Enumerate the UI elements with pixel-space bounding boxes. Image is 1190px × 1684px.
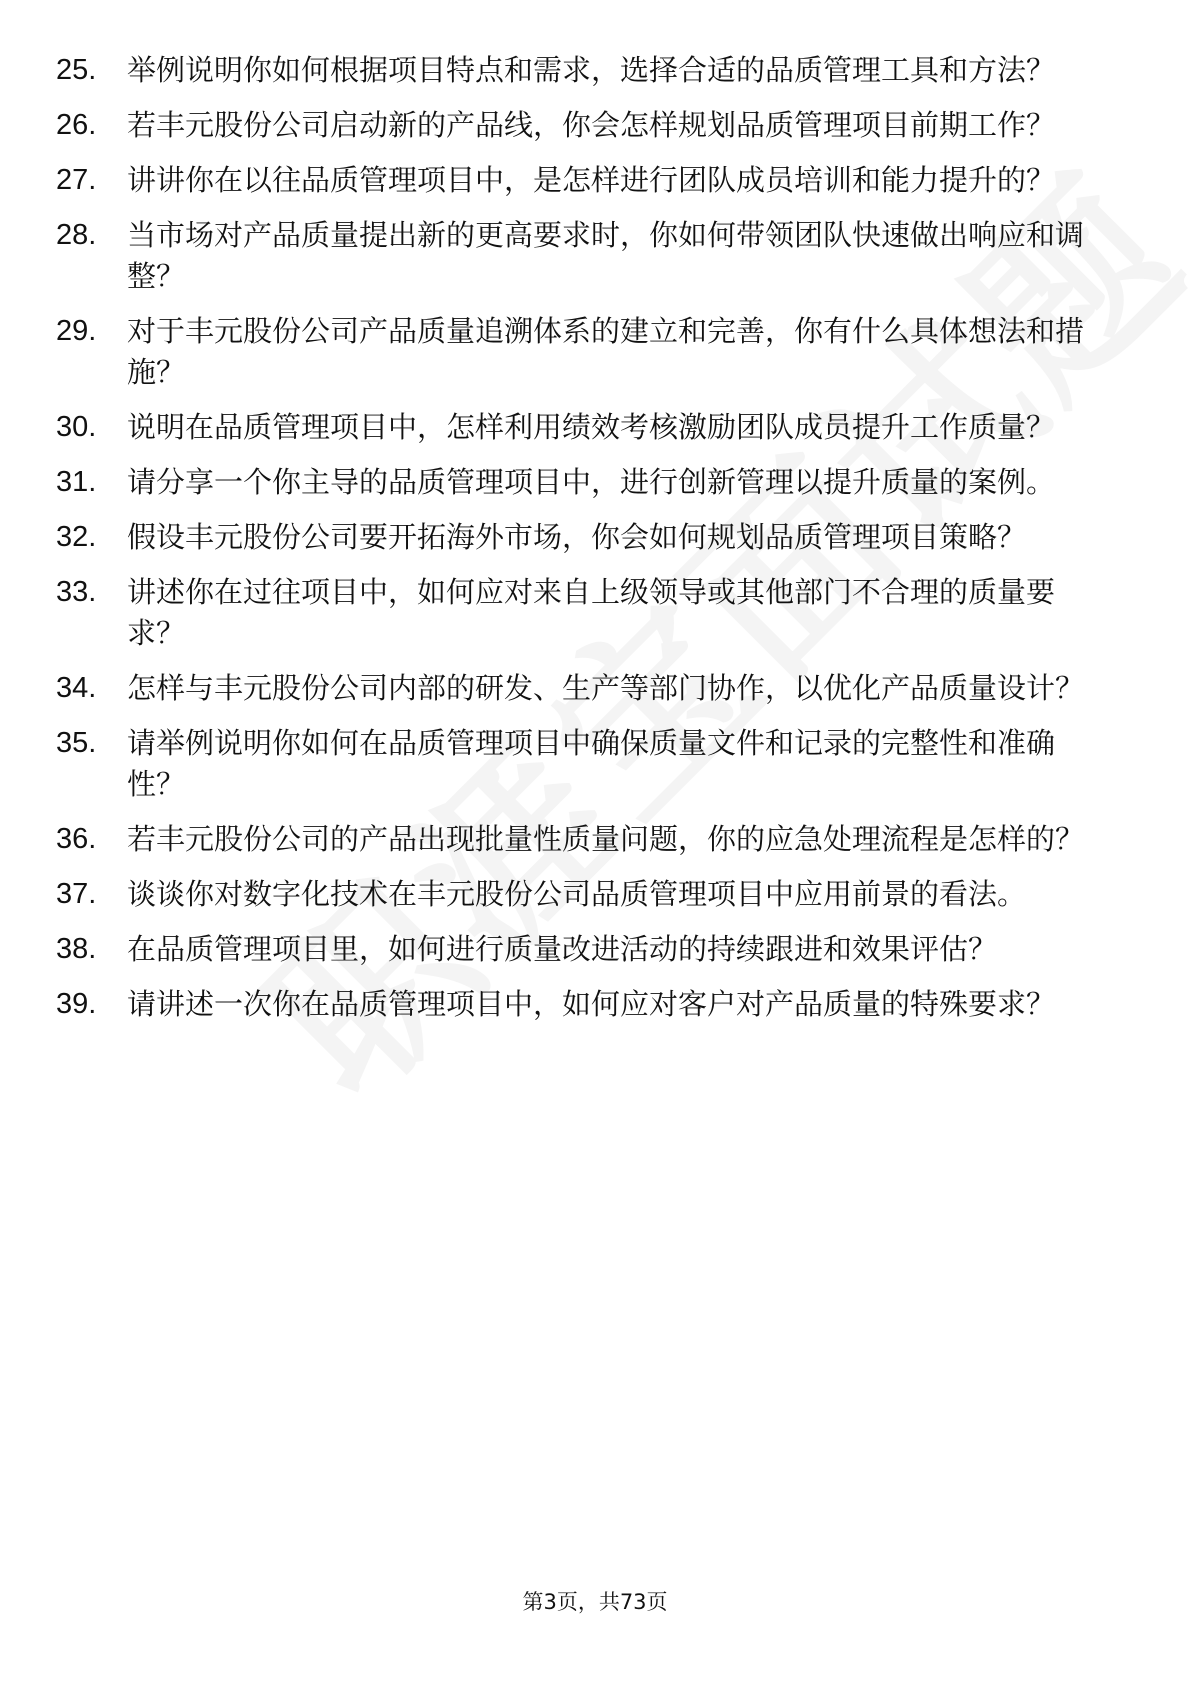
question-number: 38. [56,933,97,965]
question-number: 35. [56,727,97,759]
question-text: 讲讲你在以往品质管理项目中，是怎样进行团队成员培训和能力提升的？ [127,163,1056,197]
question-text: 在品质管理项目里，如何进行质量改进活动的持续跟进和效果评估？ [127,932,998,966]
page-footer: 第3页，共73页 [522,1590,668,1614]
question-item [56,984,1136,1025]
question-item [56,572,1136,654]
question-item [56,160,1136,201]
question-number: 30. [56,411,97,443]
question-text: 请讲述一次你在品质管理项目中，如何应对客户对产品质量的特殊要求？ [127,987,1056,1021]
question-number: 39. [56,988,97,1020]
question-number: 33. [56,576,97,608]
question-number: 27. [56,164,97,196]
question-number: 36. [56,823,97,855]
question-item [56,819,1136,860]
question-item [56,874,1136,915]
question-number: 26. [56,109,97,141]
question-text: 谈谈你对数字化技术在丰元股份公司品质管理项目中应用前景的看法。 [127,877,1027,911]
question-item [56,50,1136,91]
question-text: 若丰元股份公司启动新的产品线，你会怎样规划品质管理项目前期工作？ [127,108,1056,142]
question-text: 请分享一个你主导的品质管理项目中，进行创新管理以提升质量的案例。 [127,465,1056,499]
question-item [56,462,1136,503]
question-item [56,215,1136,297]
question-text: 举例说明你如何根据项目特点和需求，选择合适的品质管理工具和方法？ [127,53,1056,87]
question-text: 当市场对产品质量提出新的更高要求时，你如何带领团队快速做出响应和调整？ [127,218,1085,293]
question-text: 说明在品质管理项目中，怎样利用绩效考核激励团队成员提升工作质量？ [127,410,1056,444]
question-text: 对于丰元股份公司产品质量追溯体系的建立和完善，你有什么具体想法和措施？ [127,314,1085,389]
question-text: 讲述你在过往项目中，如何应对来自上级领导或其他部门不合理的质量要求？ [127,575,1056,650]
question-number: 31. [56,466,97,498]
question-item [56,723,1136,805]
question-number: 32. [56,521,97,553]
question-number: 34. [56,672,97,704]
question-item [56,311,1136,393]
question-item [56,105,1136,146]
question-text: 请举例说明你如何在品质管理项目中确保质量文件和记录的完整性和准确性？ [127,726,1056,801]
question-number: 37. [56,878,97,910]
question-text: 假设丰元股份公司要开拓海外市场，你会如何规划品质管理项目策略？ [127,520,1027,554]
question-number: 28. [56,219,97,251]
question-list [56,50,1136,1039]
question-number: 25. [56,54,97,86]
question-text: 若丰元股份公司的产品出现批量性质量问题，你的应急处理流程是怎样的？ [127,822,1085,856]
question-item [56,407,1136,448]
question-text: 怎样与丰元股份公司内部的研发、生产等部门协作，以优化产品质量设计？ [127,671,1085,705]
question-item [56,517,1136,558]
question-item [56,929,1136,970]
question-item [56,668,1136,709]
question-number: 29. [56,315,97,347]
